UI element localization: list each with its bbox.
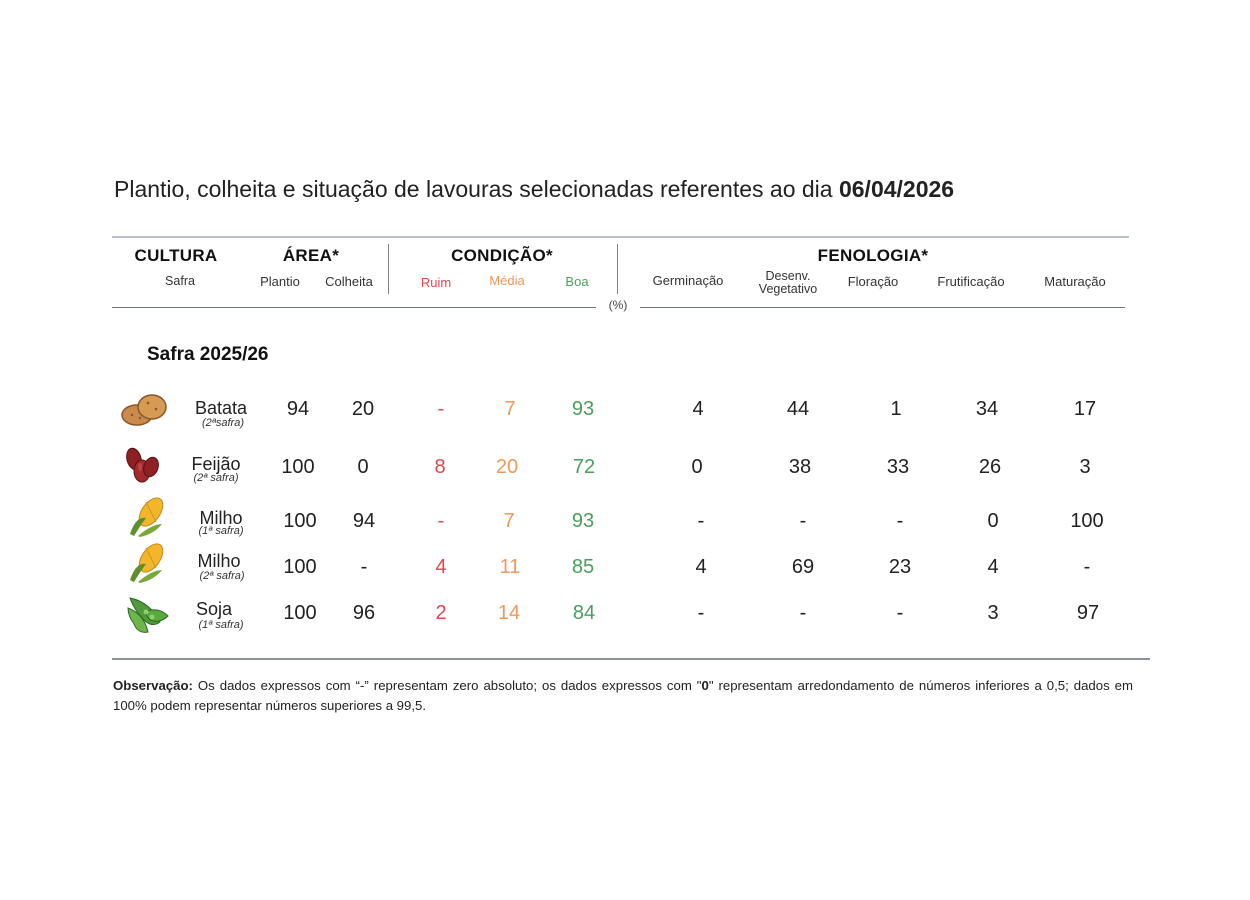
title-date: 06/04/2026	[838, 176, 955, 202]
crop-safra: (1ª safra)	[198, 525, 244, 537]
cell-boa: 72	[572, 456, 596, 478]
cell-floracao: 1	[890, 398, 902, 420]
cell-boa: 84	[572, 602, 596, 624]
cell-media: 14	[497, 602, 521, 624]
crop-safra: (2ª safra)	[199, 570, 245, 582]
crop-safra: (1ª safra)	[198, 619, 244, 631]
cell-plantio: 100	[281, 456, 315, 478]
beans-icon	[120, 443, 170, 487]
footnote-zero: 0	[701, 678, 709, 693]
separator-area	[388, 244, 389, 294]
cell-germinacao: 4	[692, 398, 704, 420]
cell-germinacao: -	[697, 602, 705, 624]
header-floracao: Floração	[847, 274, 899, 289]
cell-colheita: 20	[351, 398, 375, 420]
bottom-rule	[112, 658, 1150, 660]
cell-desenv: 38	[788, 456, 812, 478]
cell-desenv: 44	[786, 398, 810, 420]
header-desenv-line2: Vegetativo	[758, 282, 818, 296]
header-colheita: Colheita	[325, 274, 373, 289]
potato-icon	[120, 387, 170, 431]
footnote	[113, 676, 1133, 716]
cell-media: 20	[495, 456, 519, 478]
top-rule	[112, 236, 1129, 238]
cell-desenv: -	[799, 510, 807, 532]
cell-plantio: 100	[283, 510, 317, 532]
percent-label: (%)	[596, 298, 640, 312]
cell-plantio: 100	[283, 602, 317, 624]
cell-frutificacao: 26	[978, 456, 1002, 478]
header-plantio: Plantio	[260, 274, 300, 289]
cell-media: 7	[503, 510, 515, 532]
cell-frutificacao: 3	[987, 602, 999, 624]
cell-colheita: 0	[357, 456, 369, 478]
crop-safra: (2ª safra)	[193, 472, 239, 484]
cell-ruim: -	[437, 510, 445, 532]
cell-maturacao: 100	[1070, 510, 1104, 532]
header-media: Média	[489, 273, 525, 288]
footnote-part1: Os dados expressos com “-” representam zero absoluto; os dados expressos com "	[197, 678, 702, 693]
cell-floracao: 33	[886, 456, 910, 478]
crop-name: Milho	[199, 508, 243, 528]
cell-colheita: -	[360, 556, 368, 578]
header-maturacao: Maturação	[1044, 274, 1106, 289]
header-germinacao: Germinação	[652, 273, 724, 288]
cell-frutificacao: 34	[975, 398, 999, 420]
cell-maturacao: -	[1083, 556, 1091, 578]
cell-media: 11	[499, 556, 521, 578]
cell-frutificacao: 0	[987, 510, 999, 532]
cell-germinacao: 0	[691, 456, 703, 478]
corn-icon	[124, 494, 174, 538]
header-area: ÁREA*	[282, 246, 340, 265]
crop-name: Soja	[195, 599, 233, 619]
cell-boa: 93	[571, 398, 595, 420]
header-frutificacao: Frutificação	[937, 274, 1005, 289]
header-safra: Safra	[165, 274, 195, 288]
cell-desenv: 69	[791, 556, 815, 578]
cell-plantio: 94	[286, 398, 310, 420]
page-title	[114, 176, 954, 203]
cell-colheita: 96	[352, 602, 376, 624]
cell-floracao: -	[896, 510, 904, 532]
crop-name: Batata	[194, 398, 248, 418]
cell-germinacao: 4	[695, 556, 707, 578]
cell-maturacao: 3	[1079, 456, 1091, 478]
cell-colheita: 94	[352, 510, 376, 532]
cell-boa: 93	[571, 510, 595, 532]
corn-icon	[124, 540, 174, 584]
cell-ruim: 4	[435, 556, 447, 578]
cell-ruim: -	[437, 398, 445, 420]
cell-floracao: -	[896, 602, 904, 624]
footnote-part2: " representam arredondamento de números inferiores a 0,5; dados em 100% podem representar números superiores a 99,5.	[113, 678, 1133, 713]
footnote-label: Observação:	[113, 678, 193, 693]
cell-ruim: 2	[435, 602, 447, 624]
header-ruim: Ruim	[420, 275, 452, 290]
cell-boa: 85	[571, 556, 595, 578]
header-condicao: CONDIÇÃO*	[451, 246, 553, 265]
header-desenv-line1: Desenv.	[765, 269, 811, 283]
cell-desenv: -	[799, 602, 807, 624]
crop-safra: (2ªsafra)	[202, 417, 244, 429]
cell-media: 7	[504, 398, 516, 420]
cell-germinacao: -	[697, 510, 705, 532]
season-label: Safra 2025/26	[147, 344, 269, 365]
separator-condicao	[617, 244, 618, 294]
soybean-icon	[124, 592, 174, 636]
header-cultura: CULTURA	[134, 246, 218, 265]
header-fenologia: FENOLOGIA*	[817, 246, 929, 265]
crop-name: Milho	[197, 551, 241, 571]
header-desenv-vegetativo	[759, 270, 817, 296]
cell-plantio: 100	[283, 556, 317, 578]
header-boa: Boa	[565, 274, 589, 289]
cell-floracao: 23	[888, 556, 912, 578]
cell-maturacao: 97	[1076, 602, 1100, 624]
cell-frutificacao: 4	[987, 556, 999, 578]
cell-ruim: 8	[434, 456, 446, 478]
crop-name: Feijão	[191, 454, 241, 474]
title-text: Plantio, colheita e situação de lavouras selecionadas referentes ao dia	[114, 176, 833, 202]
cell-maturacao: 17	[1073, 398, 1097, 420]
